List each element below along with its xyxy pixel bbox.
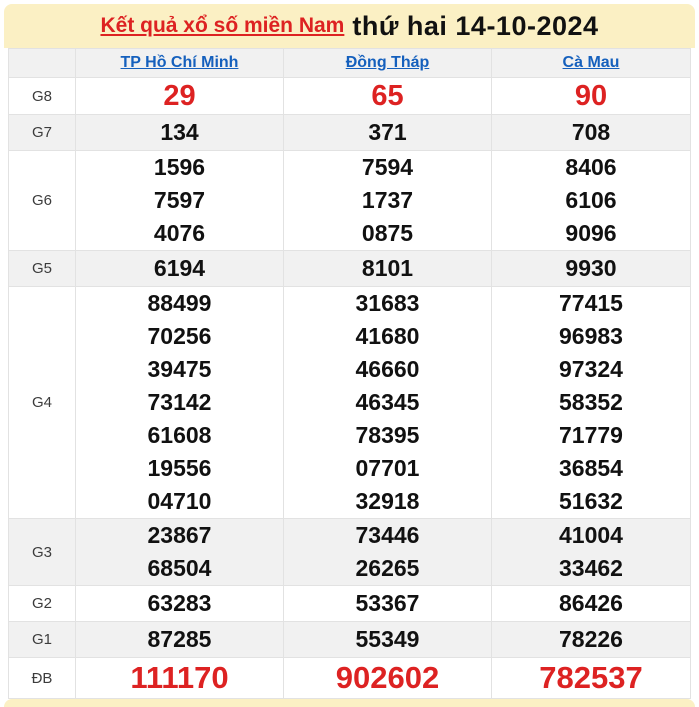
prize-cell [492, 151, 691, 251]
prize-label: G7 [9, 115, 76, 151]
prize-cell [284, 115, 492, 151]
column-header-dongthap [284, 49, 492, 78]
prize-number: 8406 [565, 154, 617, 180]
prize-number: 6194 [153, 255, 206, 281]
prize-cell [76, 586, 284, 622]
prize-number: 46660 [355, 356, 420, 382]
prize-number: 41680 [355, 323, 420, 349]
prize-cell [76, 251, 284, 287]
prize-label: G6 [9, 151, 76, 251]
prize-row-đb [9, 658, 691, 699]
prize-number: 97324 [559, 356, 623, 382]
title-band [4, 4, 695, 48]
prize-number: 04710 [147, 488, 212, 514]
prize-number: 26265 [355, 555, 420, 581]
prize-row-g6 [9, 151, 691, 251]
page-title-link[interactable]: Kết quả xổ số miền Nam [100, 14, 345, 37]
prize-cell [492, 251, 691, 287]
prize-label: ĐB [9, 658, 76, 699]
prize-number: 708 [571, 119, 611, 145]
prize-cell [492, 586, 691, 622]
prize-number: 87285 [147, 626, 212, 652]
prize-number: 33462 [559, 555, 623, 581]
prize-cell [76, 287, 284, 519]
prize-number: 19556 [147, 455, 212, 481]
prize-row-g7 [9, 115, 691, 151]
prize-number: 07701 [355, 455, 420, 481]
prize-number: 61608 [147, 422, 212, 448]
province-link-dongthap[interactable]: Đồng Tháp [345, 54, 430, 71]
prize-cell [284, 519, 492, 586]
prize-cell [284, 287, 492, 519]
prize-number: 53367 [355, 590, 420, 616]
prize-number: 32918 [355, 488, 420, 514]
next-section-band [4, 699, 695, 707]
prize-number: 68504 [147, 555, 212, 581]
prize-label: G1 [9, 622, 76, 658]
province-link-tphcm[interactable]: TP Hồ Chí Minh [120, 54, 239, 71]
lottery-results-widget [4, 4, 695, 707]
prize-number: 51632 [559, 488, 623, 514]
prize-cell [492, 287, 691, 519]
prize-row-g1 [9, 622, 691, 658]
prize-cell [284, 251, 492, 287]
prize-row-g4 [9, 287, 691, 519]
prize-number: 0875 [361, 220, 414, 246]
prize-cell [76, 78, 284, 115]
corner-cell [9, 49, 76, 78]
prize-row-g2 [9, 586, 691, 622]
prize-number: 111170 [130, 660, 229, 695]
prize-cell [284, 151, 492, 251]
prize-number: 77415 [559, 290, 623, 316]
prize-number: 29 [163, 80, 196, 112]
prize-number: 31683 [355, 290, 420, 316]
prize-number: 41004 [559, 522, 623, 548]
prize-number: 1596 [153, 154, 206, 180]
prize-number: 7597 [153, 187, 206, 213]
prize-number: 902602 [335, 660, 440, 695]
prize-cell [492, 519, 691, 586]
prize-number: 9930 [565, 255, 617, 281]
prize-number: 96983 [559, 323, 623, 349]
prize-label: G8 [9, 78, 76, 115]
prize-row-g3 [9, 519, 691, 586]
prize-cell [284, 586, 492, 622]
prize-number: 8101 [361, 255, 414, 281]
prize-cell [284, 658, 492, 699]
prize-number: 71779 [559, 422, 623, 448]
prize-label: G5 [9, 251, 76, 287]
prize-number: 23867 [147, 522, 212, 548]
prize-number: 63283 [147, 590, 212, 616]
prize-number: 78226 [559, 626, 623, 652]
prize-number: 6106 [565, 187, 617, 213]
column-header-tphcm [76, 49, 284, 78]
prize-number: 73142 [147, 389, 212, 415]
prize-number: 9096 [565, 220, 617, 246]
prize-number: 78395 [355, 422, 420, 448]
page-title-date: thứ hai 14-10-2024 [352, 10, 599, 41]
prize-number: 4076 [153, 220, 206, 246]
prize-number: 1737 [361, 187, 414, 213]
prize-cell [492, 658, 691, 699]
prize-number: 371 [368, 119, 407, 145]
prize-number: 86426 [559, 590, 623, 616]
prize-number: 73446 [355, 522, 420, 548]
prize-number: 36854 [559, 455, 623, 481]
prize-number: 70256 [147, 323, 212, 349]
prize-cell [76, 622, 284, 658]
prize-number: 55349 [355, 626, 420, 652]
prize-cell [284, 622, 492, 658]
prize-number: 134 [160, 119, 199, 145]
prize-cell [76, 519, 284, 586]
prize-label: G3 [9, 519, 76, 586]
prize-number: 65 [371, 80, 404, 112]
prize-row-g8 [9, 78, 691, 115]
prize-number: 39475 [147, 356, 212, 382]
province-link-camau[interactable]: Cà Mau [562, 54, 620, 71]
prize-label: G4 [9, 287, 76, 519]
prize-cell [492, 78, 691, 115]
prize-number: 58352 [559, 389, 623, 415]
prize-cell [284, 78, 492, 115]
prize-cell [76, 658, 284, 699]
column-header-row [9, 49, 691, 78]
prize-number: 90 [574, 80, 608, 112]
results-table [8, 48, 691, 699]
prize-cell [492, 622, 691, 658]
prize-number: 782537 [539, 660, 643, 695]
column-header-camau [492, 49, 691, 78]
prize-number: 88499 [147, 290, 212, 316]
prize-label: G2 [9, 586, 76, 622]
prize-cell [76, 151, 284, 251]
prize-cell [76, 115, 284, 151]
prize-cell [492, 115, 691, 151]
prize-number: 46345 [355, 389, 420, 415]
prize-number: 7594 [361, 154, 414, 180]
prize-row-g5 [9, 251, 691, 287]
